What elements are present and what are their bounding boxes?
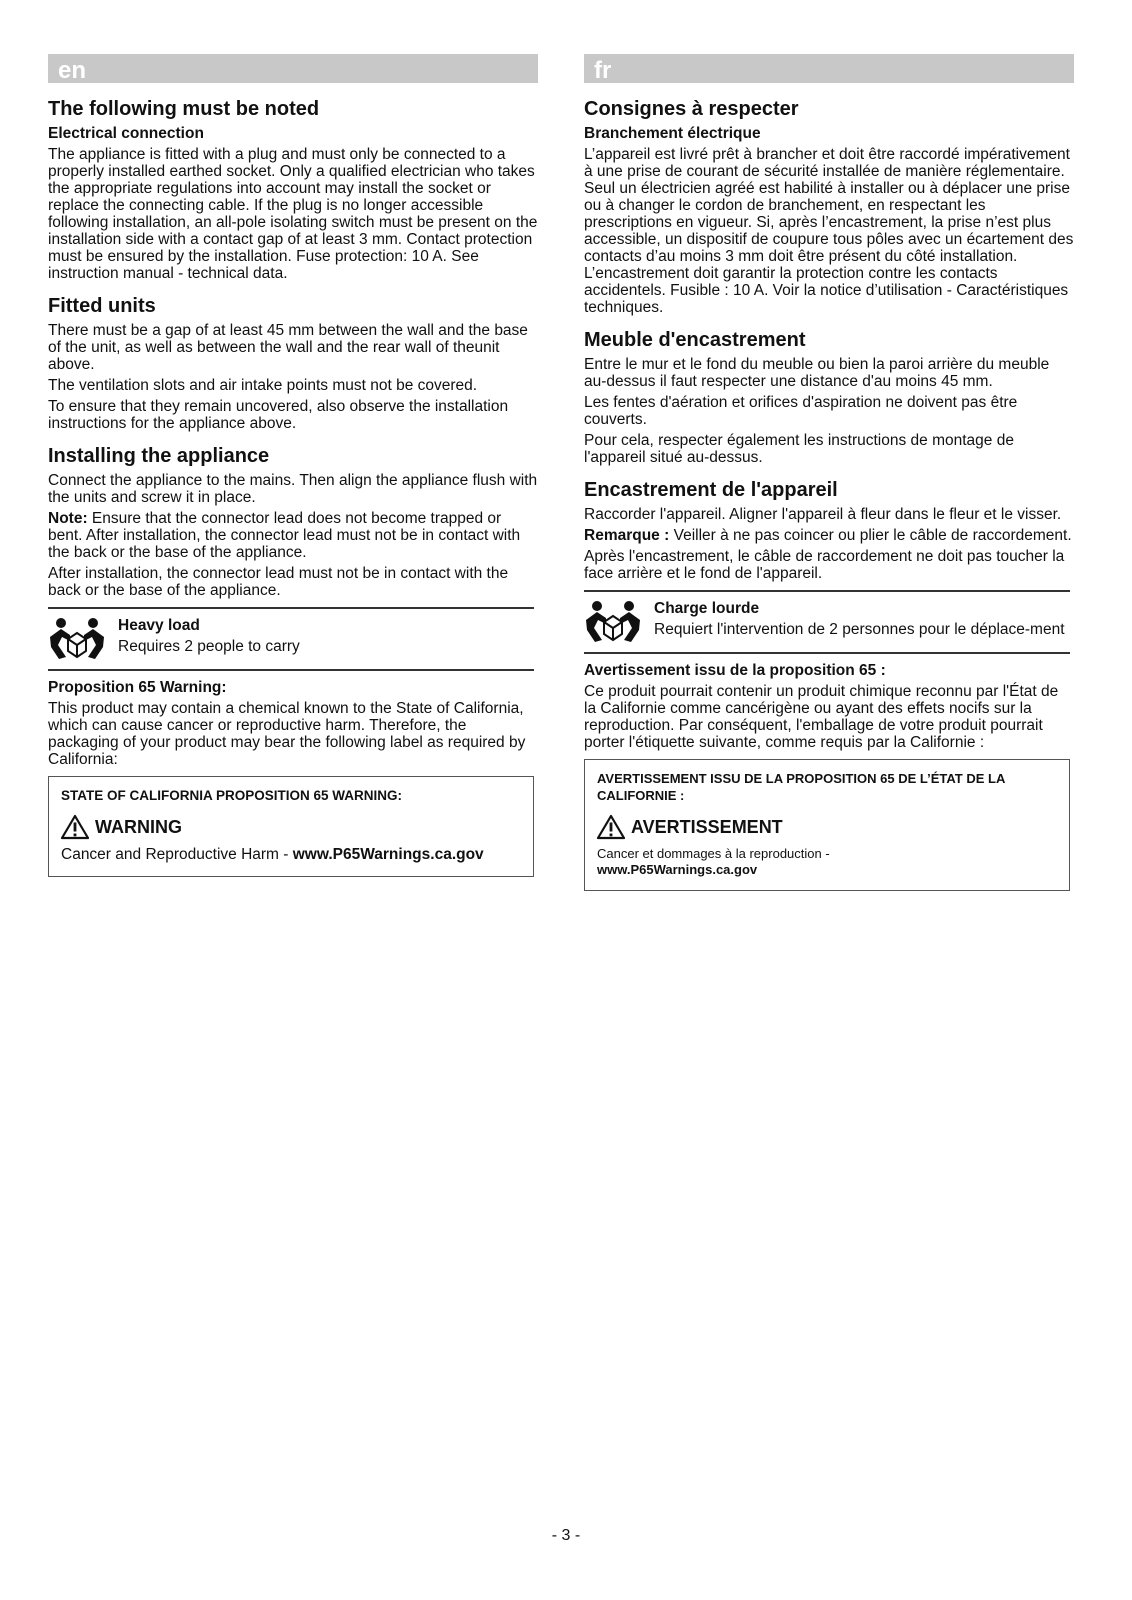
prop65-text: This product may contain a chemical known to the State of California, which can cause cancer or reproductive harm. Therefore, the packaging of your product may bear the following label as required by California: [48,700,526,768]
section-heading-notes: Consignes à respecter [584,98,799,120]
prop65-text: Ce produit pourrait contenir un produit chimique reconnu par l'État de la Californie comme cancérigène ou ayant des effets nocifs sur la reproduction. Par conséquent, l'emballage de votre produit pourrait porter l'étiquette suivante, comme requis par la Californie : [584,683,1059,751]
column-english [48,54,538,877]
warning-triangle-icon [597,814,625,840]
warning-triangle-icon [61,814,89,840]
fitted-text-1: There must be a gap of at least 45 mm between the wall and the base of the unit, as well as between the wall and the rear wall of theunit above. [48,322,528,373]
heavy-load-title: Charge lourde [654,600,760,617]
prop65-heading: Proposition 65 Warning: [48,679,227,696]
section-heading-notes: The following must be noted [48,98,320,120]
warning-text [61,846,521,864]
heavy-load-description: Requiert l'intervention de 2 personnes pour le déplace-ment [654,621,1065,638]
section-heading-installing: Installing the appliance [48,445,270,467]
prop65-warning-box [48,776,534,877]
warning-text [597,846,1057,878]
note-text: Veiller à ne pas coincer ou plier le câble de raccordement. [669,527,1072,544]
heavy-load-text [118,617,300,655]
column-french [584,54,1074,891]
fitted-text-1: Entre le mur et le fond du meuble ou bien la paroi arrière du meuble au-dessus il faut respecter une distance d'au moins 45 mm. [584,356,1050,390]
warning-url: www.P65Warnings.ca.gov [292,846,484,863]
section-heading-fitted: Fitted units [48,295,156,317]
heavy-load-notice [584,590,1070,654]
fitted-text-2: Les fentes d'aération et orifices d'aspiration ne doivent pas être couverts. [584,394,1018,428]
installing-text-3: Après l'encastrement, le câble de raccordement ne doit pas toucher la face arrière et le fond de l'appareil. [584,548,1065,582]
warning-word: AVERTISSEMENT [631,816,783,837]
electrical-text: L’appareil est livré prêt à brancher et doit être raccordé impérativement à une prise de courant de sécurité installée de manière réglementaire. Seul un électricien agréé est habilité à installer ou à déplacer une prise ou à changer le cordon de branchement, en respectant les prescriptions en vigueur. Si, après l’encastrement, la prise n’est plus accessible, un dispositif de coupure tous pôles avec un écartement des contacts d’au moins 3 mm doit être présent du côté installation. L’encastrement doit garantir la protection contre les contacts accidentels. Fusible : 10 A. Voir la notice d’utilisation - Caractéristiques techniques. [584,146,1074,316]
language-bar: fr [584,54,1074,83]
heavy-load-title: Heavy load [118,617,200,634]
two-people-carry-icon [584,600,642,644]
section-heading-fitted: Meuble d'encastrement [584,329,806,351]
warning-box-title: STATE OF CALIFORNIA PROPOSITION 65 WARNING: [61,788,403,803]
heavy-load-description: Requires 2 people to carry [118,638,300,655]
installing-text-1: Raccorder l'appareil. Aligner l'appareil à fleur dans le fleur et le visser. [584,506,1062,523]
warning-description: Cancer and Reproductive Harm - [61,846,293,863]
warning-word: WARNING [95,816,182,837]
prop65-heading: Avertissement issu de la proposition 65 : [584,662,886,679]
note-label: Remarque : [584,527,670,544]
two-people-carry-icon [48,617,106,661]
fitted-text-3: Pour cela, respecter également les instructions de montage de l'appareil situé au-dessus. [584,432,1014,466]
installing-text-1: Connect the appliance to the mains. Then align the appliance flush with the units and screw it in place. [48,472,538,506]
note-paragraph [48,510,538,561]
section-heading-installing: Encastrement de l'appareil [584,479,838,501]
subheading-electrical: Electrical connection [48,125,204,142]
electrical-text: The appliance is fitted with a plug and must only be connected to a properly installed earthed socket. Only a qualified electrician who takes the appropriate regulations into account may install the socket or replace the connecting cable. If the plug is no longer accessible following installation, an all-pole isolating switch must be present on the installation side with a contact gap of at least 3 mm. Contact protection must be ensured by the installation. Fuse protection: 10 A. See instruction manual - technical data. [48,146,538,282]
warning-line [61,814,521,840]
language-bar: en [48,54,538,83]
heavy-load-text [654,600,1065,638]
heavy-load-notice [48,607,534,671]
warning-line [597,814,1057,840]
subheading-electrical: Branchement électrique [584,125,761,142]
note-label: Note: [48,510,88,527]
note-paragraph [584,527,1074,544]
installing-text-3: After installation, the connector lead must not be in contact with the back or the base of the appliance. [48,565,509,599]
warning-url: www.P65Warnings.ca.gov [597,862,758,877]
page-number: - 3 - [551,1527,581,1544]
fitted-text-3: To ensure that they remain uncovered, also observe the installation instructions for the appliance above. [48,398,509,432]
note-text: Ensure that the connector lead does not become trapped or bent. After installation, the connector lead must not be in contact with the back or the base of the appliance. [48,510,521,561]
fitted-text-2: The ventilation slots and air intake points must not be covered. [48,377,478,394]
warning-box-title: AVERTISSEMENT ISSU DE LA PROPOSITION 65 DE L’ÉTAT DE LA CALIFORNIE : [597,771,1005,803]
warning-description: Cancer et dommages à la reproduction - [597,846,830,861]
prop65-warning-box [584,759,1070,891]
